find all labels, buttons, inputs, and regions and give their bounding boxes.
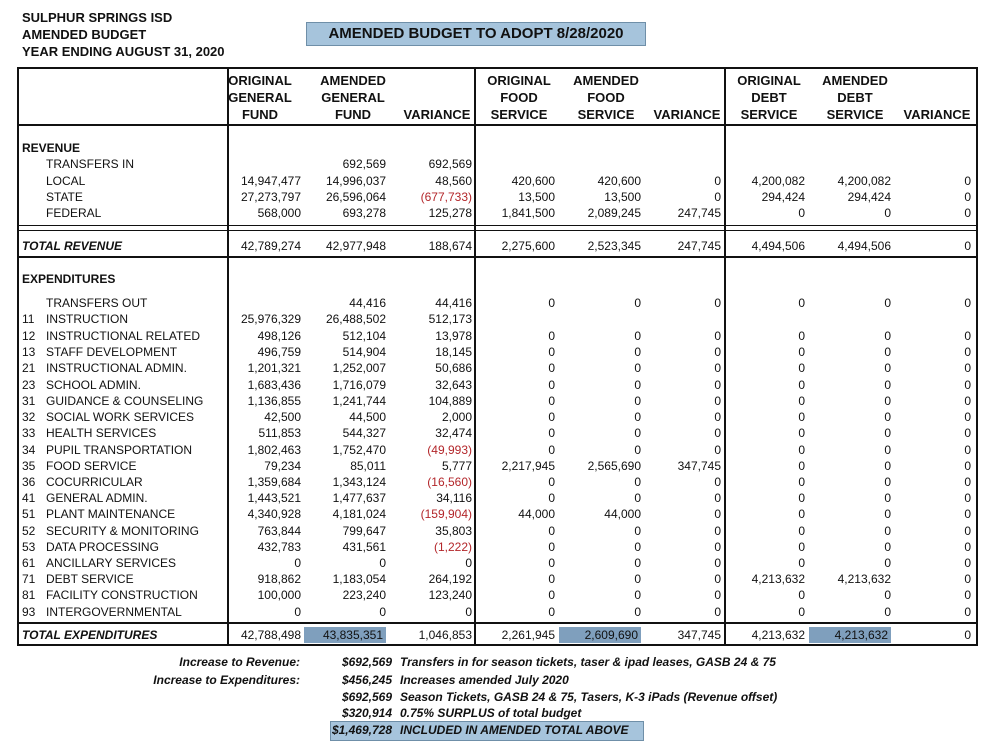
function-code: 81 bbox=[22, 588, 36, 602]
table-cell: 0 bbox=[884, 605, 891, 619]
table-cell: 0 bbox=[798, 345, 805, 359]
table-cell: 1,343,124 bbox=[332, 475, 386, 489]
table-cell: 432,783 bbox=[257, 540, 301, 554]
table-cell: 692,569 bbox=[342, 157, 386, 171]
table-cell: 0 bbox=[294, 556, 301, 570]
revenue-row-label: LOCAL bbox=[46, 174, 86, 188]
table-cell: 2,000 bbox=[441, 410, 472, 424]
table-cell: 247,745 bbox=[677, 239, 721, 253]
table-cell: 0 bbox=[798, 507, 805, 521]
expenditure-row-label: SOCIAL WORK SERVICES bbox=[46, 410, 195, 424]
table-cell: 0 bbox=[714, 190, 721, 204]
table-cell: 799,647 bbox=[342, 524, 386, 538]
column-header: AMENDED FOOD SERVICE bbox=[573, 73, 639, 122]
table-cell: (49,993) bbox=[427, 443, 472, 457]
revenue-subtotal-rule bbox=[17, 225, 978, 226]
table-cell: 0 bbox=[884, 524, 891, 538]
total-expenditures-label: TOTAL EXPENDITURES bbox=[22, 628, 158, 642]
table-cell: 692,569 bbox=[428, 157, 472, 171]
table-cell: 0 bbox=[548, 296, 555, 310]
table-cell: 4,213,632 bbox=[809, 627, 891, 643]
table-cell: 27,273,797 bbox=[240, 190, 301, 204]
fiscal-year: YEAR ENDING AUGUST 31, 2020 bbox=[22, 44, 225, 59]
table-cell: 0 bbox=[714, 605, 721, 619]
function-code: 13 bbox=[22, 345, 36, 359]
table-cell: 0 bbox=[634, 361, 641, 375]
table-cell: 0 bbox=[798, 361, 805, 375]
table-cell: 0 bbox=[634, 475, 641, 489]
table-cell: 0 bbox=[798, 329, 805, 343]
expenditure-row-label: INSTRUCTIONAL RELATED bbox=[46, 329, 201, 343]
table-cell: 0 bbox=[714, 378, 721, 392]
table-cell: 0 bbox=[634, 491, 641, 505]
table-cell: 2,609,690 bbox=[559, 627, 641, 643]
table-cell: 544,327 bbox=[342, 426, 386, 440]
header-rule bbox=[17, 124, 978, 126]
table-cell: 0 bbox=[964, 475, 971, 489]
function-code: 32 bbox=[22, 410, 36, 424]
table-cell: 0 bbox=[714, 572, 721, 586]
table-cell: 0 bbox=[634, 605, 641, 619]
revenue-increase-amount: $692,569 bbox=[341, 655, 392, 669]
column-header: AMENDED DEBT SERVICE bbox=[822, 73, 888, 122]
expenditure-note-amount: $320,914 bbox=[341, 706, 392, 720]
table-cell: 0 bbox=[964, 491, 971, 505]
table-cell: 4,494,506 bbox=[837, 239, 891, 253]
table-cell: (159,904) bbox=[420, 507, 472, 521]
function-code: 35 bbox=[22, 459, 36, 473]
table-cell: 5,777 bbox=[441, 459, 472, 473]
table-cell: 0 bbox=[884, 459, 891, 473]
table-cell: 0 bbox=[798, 588, 805, 602]
table-cell: (677,733) bbox=[420, 190, 472, 204]
table-cell: 4,181,024 bbox=[332, 507, 386, 521]
table-cell: 0 bbox=[964, 361, 971, 375]
table-cell: 0 bbox=[964, 540, 971, 554]
function-code: 52 bbox=[22, 524, 36, 538]
table-cell: 42,789,274 bbox=[240, 239, 301, 253]
table-cell: 0 bbox=[548, 475, 555, 489]
table-cell: 4,200,082 bbox=[837, 174, 891, 188]
expenditure-row-label: PUPIL TRANSPORTATION bbox=[46, 443, 193, 457]
function-code: 41 bbox=[22, 491, 36, 505]
table-cell: 4,213,632 bbox=[751, 628, 805, 642]
table-cell: 0 bbox=[884, 443, 891, 457]
table-cell: 2,523,345 bbox=[587, 239, 641, 253]
function-code: 12 bbox=[22, 329, 36, 343]
table-cell: 347,745 bbox=[677, 628, 721, 642]
table-cell: 0 bbox=[465, 556, 472, 570]
table-cell: 4,340,928 bbox=[247, 507, 301, 521]
table-cell: 0 bbox=[548, 394, 555, 408]
table-cell: 0 bbox=[884, 394, 891, 408]
table-cell: 0 bbox=[798, 475, 805, 489]
table-cell: 0 bbox=[884, 410, 891, 424]
table-cell: 512,104 bbox=[342, 329, 386, 343]
expenditure-row-label: TRANSFERS OUT bbox=[46, 296, 148, 310]
table-cell: 125,278 bbox=[428, 206, 472, 220]
table-cell: 0 bbox=[798, 540, 805, 554]
table-cell: 104,889 bbox=[428, 394, 472, 408]
expenditure-note-text: Increases amended July 2020 bbox=[400, 673, 569, 687]
table-cell: 0 bbox=[798, 443, 805, 457]
table-cell: 0 bbox=[548, 572, 555, 586]
table-cell: 568,000 bbox=[257, 206, 301, 220]
table-cell: 1,443,521 bbox=[247, 491, 301, 505]
table-cell: 0 bbox=[884, 206, 891, 220]
expenditure-row-label: FACILITY CONSTRUCTION bbox=[46, 588, 198, 602]
expenditure-row-label: DEBT SERVICE bbox=[46, 572, 134, 586]
table-cell: 0 bbox=[964, 459, 971, 473]
table-cell: 0 bbox=[465, 605, 472, 619]
function-code: 71 bbox=[22, 572, 36, 586]
table-cell: 0 bbox=[884, 475, 891, 489]
table-cell: 2,089,245 bbox=[587, 206, 641, 220]
table-cell: 0 bbox=[798, 394, 805, 408]
table-cell: 223,240 bbox=[342, 588, 386, 602]
table-cell: 43,835,351 bbox=[304, 627, 386, 643]
expenditure-note-text: Season Tickets, GASB 24 & 75, Tasers, K-3 iPads (Revenue offset) bbox=[400, 690, 778, 704]
table-cell: 85,011 bbox=[350, 459, 386, 473]
table-cell: 0 bbox=[714, 443, 721, 457]
table-cell: 0 bbox=[714, 426, 721, 440]
revenue-increase-text: Transfers in for season tickets, taser & ipad leases, GASB 24 & 75 bbox=[400, 655, 776, 669]
expenditure-row-label: INSTRUCTIONAL ADMIN. bbox=[46, 361, 187, 375]
table-cell: 1,136,855 bbox=[247, 394, 301, 408]
table-cell: 4,200,082 bbox=[751, 174, 805, 188]
table-cell: 48,560 bbox=[435, 174, 472, 188]
district-name: SULPHUR SPRINGS ISD bbox=[22, 10, 173, 25]
function-code: 23 bbox=[22, 378, 36, 392]
revenue-subtotal-rule bbox=[17, 230, 978, 231]
table-cell: 0 bbox=[714, 410, 721, 424]
table-cell: 0 bbox=[634, 572, 641, 586]
table-cell: 1,683,436 bbox=[247, 378, 301, 392]
table-cell: 0 bbox=[714, 329, 721, 343]
function-code: 51 bbox=[22, 507, 36, 521]
table-cell: 0 bbox=[548, 605, 555, 619]
table-cell: 0 bbox=[964, 410, 971, 424]
table-cell: 1,241,744 bbox=[332, 394, 386, 408]
table-cell: 0 bbox=[714, 524, 721, 538]
table-cell: 498,126 bbox=[257, 329, 301, 343]
table-cell: 0 bbox=[548, 345, 555, 359]
table-cell: 0 bbox=[964, 524, 971, 538]
column-header: VARIANCE bbox=[903, 107, 971, 122]
table-cell: 420,600 bbox=[597, 174, 641, 188]
table-cell: 0 bbox=[714, 174, 721, 188]
table-cell: 0 bbox=[964, 507, 971, 521]
expenditure-note-amount: $456,245 bbox=[341, 673, 392, 687]
expenditure-row-label: INSTRUCTION bbox=[46, 312, 128, 326]
table-cell: 0 bbox=[634, 588, 641, 602]
table-cell: 0 bbox=[964, 572, 971, 586]
column-header: ORIGINAL GENERAL FUND bbox=[228, 73, 292, 122]
table-cell: 294,424 bbox=[847, 190, 891, 204]
table-cell: 44,000 bbox=[604, 507, 641, 521]
table-cell: 0 bbox=[798, 556, 805, 570]
table-cell: 347,745 bbox=[677, 459, 721, 473]
table-cell: 13,500 bbox=[604, 190, 641, 204]
table-cell: 0 bbox=[714, 394, 721, 408]
total-revenue-label: TOTAL REVENUE bbox=[22, 239, 123, 253]
table-cell: 0 bbox=[884, 540, 891, 554]
table-cell: 0 bbox=[884, 426, 891, 440]
table-cell: 0 bbox=[798, 491, 805, 505]
table-cell: 0 bbox=[634, 378, 641, 392]
table-cell: 0 bbox=[634, 329, 641, 343]
amended-total-amount: $1,469,728 bbox=[331, 723, 392, 737]
revenue-row-label: STATE bbox=[46, 190, 83, 204]
table-cell: 2,275,600 bbox=[501, 239, 555, 253]
table-cell: 0 bbox=[548, 426, 555, 440]
column-header: VARIANCE bbox=[403, 107, 471, 122]
revenue-heading: REVENUE bbox=[22, 141, 81, 155]
expenditure-row-label: ANCILLARY SERVICES bbox=[46, 556, 177, 570]
table-cell: 0 bbox=[884, 329, 891, 343]
table-cell: 0 bbox=[964, 588, 971, 602]
revenue-total-rule bbox=[17, 256, 978, 258]
table-cell: (1,222) bbox=[433, 540, 472, 554]
expenditure-note-text: 0.75% SURPLUS of total budget bbox=[400, 706, 582, 720]
table-cell: 0 bbox=[798, 378, 805, 392]
table-cell: 918,862 bbox=[257, 572, 301, 586]
expenditures-heading: EXPENDITURES bbox=[22, 272, 116, 286]
table-cell: 247,745 bbox=[677, 206, 721, 220]
column-header: ORIGINAL DEBT SERVICE bbox=[737, 73, 801, 122]
column-header: VARIANCE bbox=[653, 107, 721, 122]
table-cell: 0 bbox=[294, 605, 301, 619]
table-cell: 431,561 bbox=[342, 540, 386, 554]
table-cell: 1,841,500 bbox=[501, 206, 555, 220]
function-code: 93 bbox=[22, 605, 36, 619]
table-cell: 0 bbox=[798, 524, 805, 538]
expenditure-row-label: GUIDANCE & COUNSELING bbox=[46, 394, 204, 408]
table-cell: 0 bbox=[714, 491, 721, 505]
table-cell: 0 bbox=[548, 540, 555, 554]
table-cell: 0 bbox=[548, 556, 555, 570]
table-cell: 1,477,637 bbox=[332, 491, 386, 505]
table-cell: 0 bbox=[714, 475, 721, 489]
table-cell: 0 bbox=[884, 296, 891, 310]
table-cell: 44,416 bbox=[349, 296, 386, 310]
table-cell: 0 bbox=[548, 378, 555, 392]
function-code: 33 bbox=[22, 426, 36, 440]
revenue-row-label: FEDERAL bbox=[46, 206, 102, 220]
table-cell: 420,600 bbox=[511, 174, 555, 188]
table-cell: 0 bbox=[714, 556, 721, 570]
table-cell: 0 bbox=[798, 459, 805, 473]
table-cell: (16,560) bbox=[427, 475, 472, 489]
table-cell: 0 bbox=[714, 361, 721, 375]
table-cell: 0 bbox=[964, 605, 971, 619]
table-cell: 1,046,853 bbox=[418, 628, 472, 642]
table-cell: 0 bbox=[634, 540, 641, 554]
column-header: AMENDED GENERAL FUND bbox=[320, 73, 386, 122]
expenditure-increase-label: Increase to Expenditures: bbox=[153, 673, 300, 687]
table-cell: 0 bbox=[884, 588, 891, 602]
expenditure-note-amount: $692,569 bbox=[341, 690, 392, 704]
table-cell: 0 bbox=[379, 556, 386, 570]
table-cell: 0 bbox=[634, 426, 641, 440]
expenditure-row-label: DATA PROCESSING bbox=[46, 540, 159, 554]
table-cell: 264,192 bbox=[428, 572, 472, 586]
table-cell: 50,686 bbox=[435, 361, 472, 375]
table-cell: 0 bbox=[964, 628, 971, 642]
table-cell: 4,213,632 bbox=[751, 572, 805, 586]
expenditure-row-label: SCHOOL ADMIN. bbox=[46, 378, 141, 392]
table-cell: 0 bbox=[964, 426, 971, 440]
function-code: 31 bbox=[22, 394, 36, 408]
table-cell: 42,977,948 bbox=[325, 239, 386, 253]
table-cell: 0 bbox=[964, 345, 971, 359]
table-cell: 0 bbox=[548, 588, 555, 602]
table-cell: 0 bbox=[884, 556, 891, 570]
function-code: 61 bbox=[22, 556, 36, 570]
table-cell: 0 bbox=[634, 524, 641, 538]
function-code: 53 bbox=[22, 540, 36, 554]
function-code: 11 bbox=[22, 312, 35, 326]
table-cell: 32,643 bbox=[435, 378, 472, 392]
table-cell: 14,947,477 bbox=[240, 174, 301, 188]
table-cell: 42,788,498 bbox=[240, 628, 301, 642]
table-cell: 25,976,329 bbox=[240, 312, 301, 326]
table-cell: 0 bbox=[548, 361, 555, 375]
table-cell: 0 bbox=[798, 206, 805, 220]
table-cell: 511,853 bbox=[258, 426, 301, 440]
table-cell: 0 bbox=[548, 329, 555, 343]
table-cell: 32,474 bbox=[435, 426, 472, 440]
table-cell: 2,565,690 bbox=[587, 459, 641, 473]
table-cell: 0 bbox=[798, 605, 805, 619]
table-cell: 0 bbox=[714, 345, 721, 359]
expenditure-row-label: INTERGOVERNMENTAL bbox=[46, 605, 182, 619]
table-cell: 44,000 bbox=[518, 507, 555, 521]
table-cell: 44,416 bbox=[435, 296, 472, 310]
expenditure-row-label: HEALTH SERVICES bbox=[46, 426, 157, 440]
table-cell: 0 bbox=[884, 491, 891, 505]
table-cell: 2,217,945 bbox=[501, 459, 555, 473]
table-cell: 0 bbox=[964, 174, 971, 188]
function-code: 34 bbox=[22, 443, 36, 457]
table-cell: 1,802,463 bbox=[247, 443, 301, 457]
amended-total-text: INCLUDED IN AMENDED TOTAL ABOVE bbox=[400, 723, 629, 737]
table-cell: 514,904 bbox=[342, 345, 386, 359]
table-cell: 0 bbox=[884, 361, 891, 375]
table-cell: 0 bbox=[548, 443, 555, 457]
expenditure-row-label: GENERAL ADMIN. bbox=[46, 491, 148, 505]
expenditure-row-label: STAFF DEVELOPMENT bbox=[46, 345, 178, 359]
table-cell: 0 bbox=[548, 491, 555, 505]
table-cell: 2,261,945 bbox=[501, 628, 555, 642]
table-cell: 44,500 bbox=[349, 410, 386, 424]
table-cell: 100,000 bbox=[257, 588, 301, 602]
table-cell: 512,173 bbox=[428, 312, 472, 326]
function-code: 36 bbox=[22, 475, 36, 489]
table-cell: 0 bbox=[964, 556, 971, 570]
table-cell: 1,183,054 bbox=[332, 572, 386, 586]
table-cell: 42,500 bbox=[264, 410, 301, 424]
revenue-row-label: TRANSFERS IN bbox=[46, 157, 135, 171]
table-cell: 4,494,506 bbox=[751, 239, 805, 253]
table-cell: 1,359,684 bbox=[247, 475, 301, 489]
table-cell: 0 bbox=[964, 329, 971, 343]
table-cell: 123,240 bbox=[428, 588, 472, 602]
revenue-increase-label: Increase to Revenue: bbox=[179, 655, 300, 669]
table-cell: 0 bbox=[634, 296, 641, 310]
expenditure-row-label: FOOD SERVICE bbox=[46, 459, 137, 473]
table-cell: 294,424 bbox=[761, 190, 805, 204]
table-cell: 0 bbox=[714, 540, 721, 554]
table-cell: 763,844 bbox=[257, 524, 301, 538]
column-header: ORIGINAL FOOD SERVICE bbox=[487, 73, 551, 122]
table-cell: 0 bbox=[884, 378, 891, 392]
table-cell: 0 bbox=[548, 410, 555, 424]
table-cell: 0 bbox=[634, 394, 641, 408]
table-cell: 0 bbox=[964, 378, 971, 392]
table-cell: 0 bbox=[964, 190, 971, 204]
table-cell: 18,145 bbox=[435, 345, 472, 359]
table-cell: 13,500 bbox=[518, 190, 555, 204]
table-cell: 0 bbox=[379, 605, 386, 619]
table-cell: 0 bbox=[548, 524, 555, 538]
table-cell: 14,996,037 bbox=[325, 174, 386, 188]
table-cell: 0 bbox=[964, 443, 971, 457]
table-cell: 0 bbox=[964, 394, 971, 408]
expenditure-row-label: COCURRICULAR bbox=[46, 475, 143, 489]
table-cell: 79,234 bbox=[264, 459, 301, 473]
district-header bbox=[22, 9, 225, 60]
table-cell: 188,674 bbox=[428, 239, 472, 253]
table-cell: 0 bbox=[714, 296, 721, 310]
table-cell: 34,116 bbox=[436, 491, 472, 505]
table-cell: 0 bbox=[964, 296, 971, 310]
table-cell: 0 bbox=[798, 296, 805, 310]
table-cell: 1,201,321 bbox=[247, 361, 301, 375]
table-cell: 0 bbox=[714, 507, 721, 521]
table-cell: 0 bbox=[634, 443, 641, 457]
table-cell: 496,759 bbox=[257, 345, 301, 359]
expenditure-row-label: SECURITY & MONITORING bbox=[46, 524, 199, 538]
table-cell: 0 bbox=[798, 410, 805, 424]
table-cell: 1,252,007 bbox=[332, 361, 386, 375]
table-cell: 0 bbox=[884, 345, 891, 359]
function-code: 21 bbox=[22, 361, 36, 375]
table-cell: 13,978 bbox=[435, 329, 472, 343]
table-cell: 26,596,064 bbox=[325, 190, 386, 204]
table-cell: 0 bbox=[964, 206, 971, 220]
table-cell: 4,213,632 bbox=[837, 572, 891, 586]
table-cell: 0 bbox=[634, 345, 641, 359]
table-cell: 693,278 bbox=[342, 206, 386, 220]
table-cell: 1,716,079 bbox=[332, 378, 386, 392]
table-cell: 1,752,470 bbox=[332, 443, 386, 457]
table-cell: 0 bbox=[714, 588, 721, 602]
table-cell: 0 bbox=[634, 410, 641, 424]
table-cell: 0 bbox=[634, 556, 641, 570]
table-cell: 35,803 bbox=[435, 524, 472, 538]
expenditure-total-rule bbox=[17, 622, 978, 624]
expenditure-row-label: PLANT MAINTENANCE bbox=[46, 507, 176, 521]
table-cell: 0 bbox=[798, 426, 805, 440]
table-cell: 26,488,502 bbox=[325, 312, 386, 326]
table-cell: 0 bbox=[964, 239, 971, 253]
document-title: AMENDED BUDGET TO ADOPT 8/28/2020 bbox=[306, 22, 646, 46]
table-cell: 0 bbox=[884, 507, 891, 521]
budget-type: AMENDED BUDGET bbox=[22, 27, 147, 42]
